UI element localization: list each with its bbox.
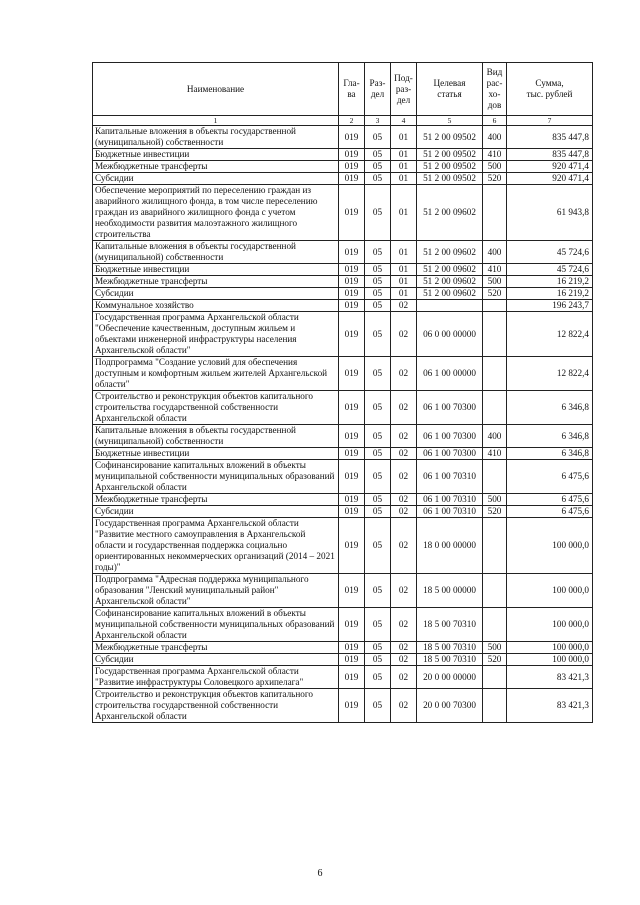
chapter-cell: 019 (339, 574, 365, 608)
amount-cell: 12 822,4 (507, 312, 593, 357)
target-article-cell: 06 1 00 70310 (417, 460, 483, 494)
expense-type-cell (483, 185, 507, 241)
document-page (92, 62, 592, 723)
chapter-cell: 019 (339, 608, 365, 642)
amount-cell: 100 000,0 (507, 654, 593, 666)
header-row (93, 63, 593, 116)
section-cell: 05 (365, 126, 391, 149)
column-number: 4 (391, 116, 417, 126)
chapter-cell: 019 (339, 126, 365, 149)
expense-type-cell: 520 (483, 288, 507, 300)
budget-table (92, 62, 593, 723)
expense-type-cell (483, 460, 507, 494)
row-name-cell: Бюджетные инвестиции (93, 448, 339, 460)
subsection-cell: 02 (391, 460, 417, 494)
table-row (93, 494, 593, 506)
column-number-row (93, 116, 593, 126)
section-cell: 05 (365, 149, 391, 161)
chapter-cell: 019 (339, 689, 365, 723)
section-cell: 05 (365, 264, 391, 276)
section-cell: 05 (365, 185, 391, 241)
section-cell: 05 (365, 654, 391, 666)
expense-type-cell: 410 (483, 448, 507, 460)
chapter-cell: 019 (339, 425, 365, 448)
chapter-cell: 019 (339, 241, 365, 264)
target-article-cell: 51 2 00 09502 (417, 126, 483, 149)
table-row (93, 264, 593, 276)
chapter-cell: 019 (339, 666, 365, 689)
header-amount: Сумма, тыс. рублей (507, 63, 593, 116)
subsection-cell: 02 (391, 300, 417, 312)
subsection-cell: 02 (391, 666, 417, 689)
chapter-cell: 019 (339, 185, 365, 241)
header-section: Раз- дел (365, 63, 391, 116)
expense-type-cell (483, 574, 507, 608)
section-cell: 05 (365, 448, 391, 460)
subsection-cell: 01 (391, 173, 417, 185)
subsection-cell: 01 (391, 264, 417, 276)
table-row (93, 241, 593, 264)
amount-cell: 100 000,0 (507, 574, 593, 608)
amount-cell: 12 822,4 (507, 357, 593, 391)
row-name-cell: Подпрограмма "Адресная поддержка муниципального образования "Ленский муниципальный район" Архангельской области" (93, 574, 339, 608)
header-expense-type: Вид рас- хо- дов (483, 63, 507, 116)
chapter-cell: 019 (339, 448, 365, 460)
chapter-cell: 019 (339, 300, 365, 312)
chapter-cell: 019 (339, 518, 365, 574)
table-row (93, 689, 593, 723)
table-row (93, 173, 593, 185)
target-article-cell: 06 1 00 70300 (417, 448, 483, 460)
target-article-cell: 06 1 00 70310 (417, 506, 483, 518)
target-article-cell: 06 1 00 00000 (417, 357, 483, 391)
row-name-cell: Строительство и реконструкция объектов капитального строительства государственной собственности Архангельской области (93, 689, 339, 723)
subsection-cell: 02 (391, 518, 417, 574)
row-name-cell: Капитальные вложения в объекты государственной (муниципальной) собственности (93, 241, 339, 264)
expense-type-cell (483, 689, 507, 723)
amount-cell: 100 000,0 (507, 642, 593, 654)
amount-cell: 16 219,2 (507, 276, 593, 288)
target-article-cell: 06 0 00 00000 (417, 312, 483, 357)
amount-cell: 6 475,6 (507, 494, 593, 506)
expense-type-cell: 520 (483, 173, 507, 185)
chapter-cell: 019 (339, 161, 365, 173)
chapter-cell: 019 (339, 173, 365, 185)
amount-cell: 6 346,8 (507, 448, 593, 460)
column-number: 7 (507, 116, 593, 126)
table-row (93, 448, 593, 460)
row-name-cell: Подпрограмма "Создание условий для обеспечения доступным и комфортным жильем жителей Архангельской области" (93, 357, 339, 391)
subsection-cell: 01 (391, 241, 417, 264)
subsection-cell: 02 (391, 312, 417, 357)
chapter-cell: 019 (339, 149, 365, 161)
row-name-cell: Государственная программа Архангельской области "Развитие инфраструктуры Соловецкого архипелага" (93, 666, 339, 689)
target-article-cell (417, 300, 483, 312)
target-article-cell: 51 2 00 09602 (417, 276, 483, 288)
subsection-cell: 02 (391, 391, 417, 425)
row-name-cell: Государственная программа Архангельской области "Развитие местного самоуправления в Архангельской области и государственная поддержка социально ориентированных некоммерческих организаций (2014 – 2021 годы)" (93, 518, 339, 574)
section-cell: 05 (365, 312, 391, 357)
amount-cell: 100 000,0 (507, 518, 593, 574)
target-article-cell: 51 2 00 09502 (417, 173, 483, 185)
target-article-cell: 20 0 00 00000 (417, 666, 483, 689)
subsection-cell: 02 (391, 494, 417, 506)
target-article-cell: 20 0 00 70300 (417, 689, 483, 723)
amount-cell: 6 475,6 (507, 506, 593, 518)
target-article-cell: 51 2 00 09602 (417, 241, 483, 264)
subsection-cell: 02 (391, 574, 417, 608)
amount-cell: 835 447,8 (507, 126, 593, 149)
subsection-cell: 02 (391, 608, 417, 642)
target-article-cell: 51 2 00 09602 (417, 185, 483, 241)
table-row (93, 300, 593, 312)
section-cell: 05 (365, 518, 391, 574)
amount-cell: 6 475,6 (507, 460, 593, 494)
amount-cell: 45 724,6 (507, 241, 593, 264)
section-cell: 05 (365, 288, 391, 300)
chapter-cell: 019 (339, 288, 365, 300)
target-article-cell: 06 1 00 70310 (417, 494, 483, 506)
section-cell: 05 (365, 494, 391, 506)
table-row (93, 506, 593, 518)
row-name-cell: Межбюджетные трансферты (93, 642, 339, 654)
chapter-cell: 019 (339, 391, 365, 425)
target-article-cell: 18 5 00 70310 (417, 642, 483, 654)
row-name-cell: Бюджетные инвестиции (93, 149, 339, 161)
section-cell: 05 (365, 506, 391, 518)
expense-type-cell: 520 (483, 654, 507, 666)
subsection-cell: 02 (391, 506, 417, 518)
row-name-cell: Капитальные вложения в объекты государственной (муниципальной) собственности (93, 126, 339, 149)
column-number: 5 (417, 116, 483, 126)
chapter-cell: 019 (339, 654, 365, 666)
section-cell: 05 (365, 574, 391, 608)
table-row (93, 666, 593, 689)
row-name-cell: Межбюджетные трансферты (93, 161, 339, 173)
target-article-cell: 51 2 00 09502 (417, 161, 483, 173)
subsection-cell: 02 (391, 642, 417, 654)
table-row (93, 288, 593, 300)
header-name: Наименование (93, 63, 339, 116)
amount-cell: 6 346,8 (507, 425, 593, 448)
expense-type-cell (483, 357, 507, 391)
target-article-cell: 18 5 00 70310 (417, 608, 483, 642)
column-number: 2 (339, 116, 365, 126)
expense-type-cell (483, 300, 507, 312)
table-row (93, 357, 593, 391)
expense-type-cell: 400 (483, 425, 507, 448)
chapter-cell: 019 (339, 642, 365, 654)
section-cell: 05 (365, 391, 391, 425)
amount-cell: 100 000,0 (507, 608, 593, 642)
chapter-cell: 019 (339, 357, 365, 391)
expense-type-cell: 500 (483, 494, 507, 506)
column-number: 3 (365, 116, 391, 126)
expense-type-cell: 500 (483, 161, 507, 173)
chapter-cell: 019 (339, 276, 365, 288)
amount-cell: 920 471,4 (507, 161, 593, 173)
table-row (93, 391, 593, 425)
section-cell: 05 (365, 357, 391, 391)
section-cell: 05 (365, 241, 391, 264)
section-cell: 05 (365, 425, 391, 448)
amount-cell: 920 471,4 (507, 173, 593, 185)
table-row (93, 126, 593, 149)
section-cell: 05 (365, 276, 391, 288)
row-name-cell: Капитальные вложения в объекты государственной (муниципальной) собственности (93, 425, 339, 448)
table-body (93, 126, 593, 723)
expense-type-cell: 500 (483, 642, 507, 654)
target-article-cell: 18 5 00 00000 (417, 574, 483, 608)
expense-type-cell: 400 (483, 241, 507, 264)
row-name-cell: Государственная программа Архангельской области "Обеспечение качественным, доступным жильем и объектами инженерной инфраструктуры населения Архангельской области" (93, 312, 339, 357)
subsection-cell: 01 (391, 185, 417, 241)
row-name-cell: Бюджетные инвестиции (93, 264, 339, 276)
amount-cell: 83 421,3 (507, 689, 593, 723)
header-chapter: Гла- ва (339, 63, 365, 116)
column-number: 1 (93, 116, 339, 126)
expense-type-cell: 410 (483, 149, 507, 161)
subsection-cell: 01 (391, 276, 417, 288)
row-name-cell: Межбюджетные трансферты (93, 494, 339, 506)
row-name-cell: Субсидии (93, 654, 339, 666)
subsection-cell: 02 (391, 425, 417, 448)
section-cell: 05 (365, 666, 391, 689)
row-name-cell: Строительство и реконструкция объектов капитального строительства государственной собственности Архангельской области (93, 391, 339, 425)
page-number: 6 (317, 868, 323, 879)
table-row (93, 654, 593, 666)
expense-type-cell (483, 666, 507, 689)
subsection-cell: 02 (391, 689, 417, 723)
amount-cell: 83 421,3 (507, 666, 593, 689)
subsection-cell: 02 (391, 654, 417, 666)
expense-type-cell (483, 608, 507, 642)
table-row (93, 425, 593, 448)
expense-type-cell: 520 (483, 506, 507, 518)
header-target: Целевая статья (417, 63, 483, 116)
header-subsection: Под- раз- дел (391, 63, 417, 116)
subsection-cell: 02 (391, 448, 417, 460)
section-cell: 05 (365, 608, 391, 642)
section-cell: 05 (365, 161, 391, 173)
expense-type-cell (483, 312, 507, 357)
table-row (93, 574, 593, 608)
target-article-cell: 06 1 00 70300 (417, 425, 483, 448)
column-number: 6 (483, 116, 507, 126)
section-cell: 05 (365, 642, 391, 654)
chapter-cell: 019 (339, 312, 365, 357)
expense-type-cell (483, 391, 507, 425)
amount-cell: 196 243,7 (507, 300, 593, 312)
expense-type-cell: 400 (483, 126, 507, 149)
table-row (93, 149, 593, 161)
table-row (93, 161, 593, 173)
amount-cell: 61 943,8 (507, 185, 593, 241)
chapter-cell: 019 (339, 460, 365, 494)
table-row (93, 460, 593, 494)
row-name-cell: Субсидии (93, 506, 339, 518)
section-cell: 05 (365, 173, 391, 185)
table-row (93, 642, 593, 654)
amount-cell: 835 447,8 (507, 149, 593, 161)
expense-type-cell: 500 (483, 276, 507, 288)
table-row (93, 276, 593, 288)
target-article-cell: 51 2 00 09502 (417, 149, 483, 161)
amount-cell: 16 219,2 (507, 288, 593, 300)
section-cell: 05 (365, 689, 391, 723)
target-article-cell: 06 1 00 70300 (417, 391, 483, 425)
row-name-cell: Субсидии (93, 173, 339, 185)
amount-cell: 6 346,8 (507, 391, 593, 425)
amount-cell: 45 724,6 (507, 264, 593, 276)
target-article-cell: 18 5 00 70310 (417, 654, 483, 666)
row-name-cell: Софинансирование капитальных вложений в объекты муниципальной собственности муниципальных образований Архангельской области (93, 460, 339, 494)
section-cell: 05 (365, 460, 391, 494)
table-row (93, 518, 593, 574)
target-article-cell: 51 2 00 09602 (417, 264, 483, 276)
subsection-cell: 01 (391, 149, 417, 161)
expense-type-cell (483, 518, 507, 574)
chapter-cell: 019 (339, 264, 365, 276)
row-name-cell: Субсидии (93, 288, 339, 300)
target-article-cell: 51 2 00 09602 (417, 288, 483, 300)
table-row (93, 608, 593, 642)
chapter-cell: 019 (339, 506, 365, 518)
row-name-cell: Межбюджетные трансферты (93, 276, 339, 288)
section-cell: 05 (365, 300, 391, 312)
row-name-cell: Обеспечение мероприятий по переселению граждан из аварийного жилищного фонда, в том числе переселению граждан из аварийного жилищного фонда с учетом необходимости развития малоэтажного жилищного строительства (93, 185, 339, 241)
subsection-cell: 01 (391, 161, 417, 173)
target-article-cell: 18 0 00 00000 (417, 518, 483, 574)
table-row (93, 185, 593, 241)
subsection-cell: 01 (391, 288, 417, 300)
subsection-cell: 02 (391, 357, 417, 391)
expense-type-cell: 410 (483, 264, 507, 276)
row-name-cell: Софинансирование капитальных вложений в объекты муниципальной собственности муниципальных образований Архангельской области (93, 608, 339, 642)
subsection-cell: 01 (391, 126, 417, 149)
row-name-cell: Коммунальное хозяйство (93, 300, 339, 312)
table-row (93, 312, 593, 357)
chapter-cell: 019 (339, 494, 365, 506)
